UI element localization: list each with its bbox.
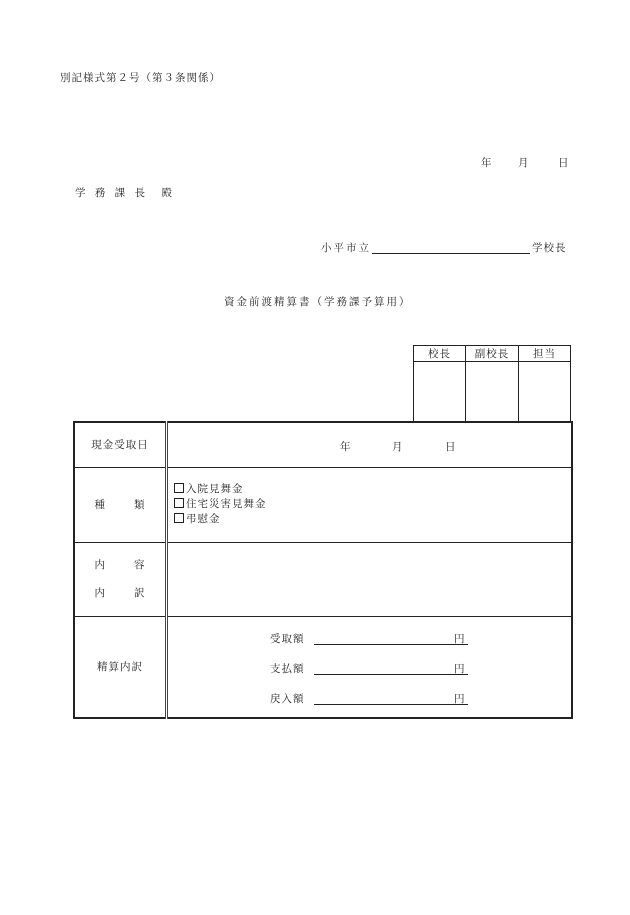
approval-stamp-vice-principal[interactable] [466, 362, 519, 422]
option-housing-disaster[interactable]: 住宅災害見舞金 [168, 497, 571, 512]
refund-amount-unit: 円 [454, 692, 465, 705]
receipt-year: 年 [340, 441, 351, 453]
refund-amount-label: 戻入額 [270, 692, 305, 705]
approval-header-staff: 担当 [519, 346, 571, 362]
type-label-b: 類 [134, 499, 146, 511]
approval-header-principal: 校長 [414, 346, 466, 362]
checkbox-icon[interactable] [174, 498, 184, 508]
option-condolence[interactable]: 弔慰金 [168, 512, 571, 527]
paid-amount-unit: 円 [454, 662, 465, 675]
content-label [74, 542, 167, 616]
receipt-day: 日 [445, 441, 456, 453]
refund-amount-field[interactable] [314, 692, 468, 705]
paid-amount-label: 支払額 [270, 662, 305, 675]
content-label-top: 内 容 [94, 559, 146, 571]
approval-stamp-table [413, 345, 571, 422]
received-amount-unit: 円 [454, 632, 465, 645]
option-hospital-visit[interactable]: 入院見舞金 [168, 482, 571, 497]
row-settlement [74, 616, 572, 718]
receipt-date-field[interactable] [167, 422, 572, 467]
receipt-month: 月 [392, 441, 403, 453]
form-reference: 別記様式第２号（第３条関係） [60, 72, 221, 84]
content-label-bottom: 内 訳 [94, 587, 146, 599]
received-amount-label: 受取額 [270, 632, 305, 645]
approval-stamp-staff[interactable] [519, 362, 571, 422]
school-suffix: 学校長 [532, 242, 567, 254]
date-day: 日 [558, 157, 569, 169]
received-amount-field[interactable] [314, 632, 468, 645]
settlement-breakdown [167, 616, 572, 718]
content-field[interactable] [167, 542, 572, 616]
paid-amount-field[interactable] [314, 662, 468, 675]
school-prefix: 小平市立 [321, 242, 371, 254]
row-content [74, 542, 572, 616]
row-receipt-date [74, 422, 572, 467]
addressee: 学 務 課 長 殿 [75, 187, 176, 199]
approval-header-vice-principal: 副校長 [466, 346, 519, 362]
checkbox-icon[interactable] [174, 513, 184, 523]
checkbox-icon[interactable] [174, 483, 184, 493]
type-options [167, 467, 572, 542]
date-month: 月 [518, 157, 529, 169]
type-label-a: 種 [94, 499, 106, 511]
settlement-label: 精算内訳 [74, 616, 167, 718]
document-title: 資金前渡精算書（学務課予算用） [224, 296, 412, 308]
receipt-date-label: 現金受取日 [74, 422, 167, 467]
row-type [74, 467, 572, 542]
type-label [74, 467, 167, 542]
settlement-form-table [73, 421, 573, 719]
date-year: 年 [481, 157, 492, 169]
school-name-blank[interactable] [372, 253, 530, 254]
approval-stamp-principal[interactable] [414, 362, 466, 422]
